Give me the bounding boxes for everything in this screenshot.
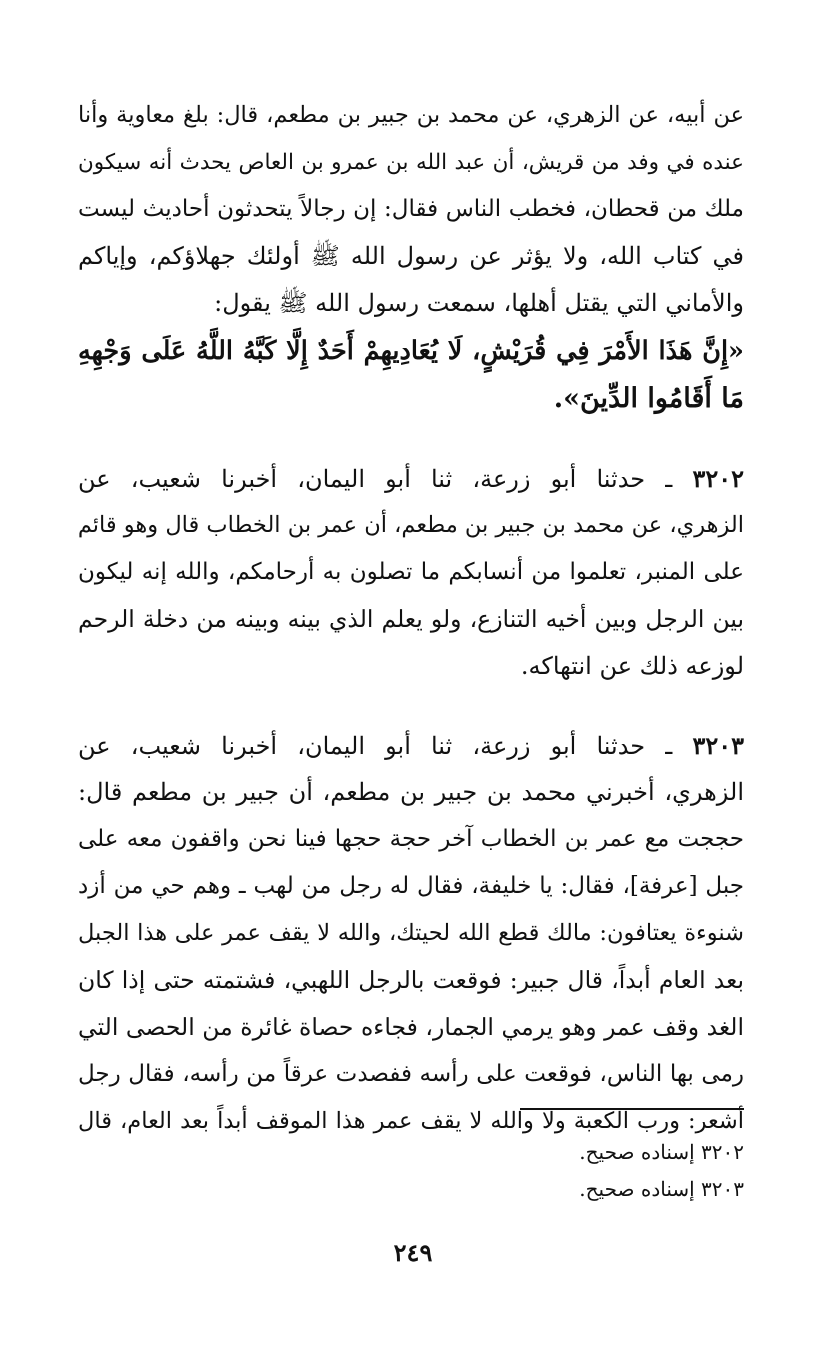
footnote: ٣٢٠٢ إسناده صحيح. <box>579 1140 744 1164</box>
hadith-first-line <box>78 722 744 769</box>
hadith-first-text: ـ حدثنا أبو زرعة، ثنا أبو اليمان، أخبرنا شعيب، عن <box>78 465 673 493</box>
hadith-quote-line: «إِنَّ هَذَا الأَمْرَ فِي قُرَيْشٍ، لَا يُعَادِيهِمْ أَحَدٌ إِلَّا كَبَّهُ اللَّهُ عَلَى وَجْهِهِ <box>78 336 744 366</box>
hadith-first-text: ـ حدثنا أبو زرعة، ثنا أبو اليمان، أخبرنا شعيب، عن <box>78 732 673 760</box>
footnotes <box>78 1134 744 1208</box>
page-number: ٢٤٩ <box>393 1238 433 1267</box>
hadith-3202 <box>78 455 744 690</box>
text-line: والأماني التي يقتل أهلها، سمعت رسول الله ﷺ يقول: <box>214 289 744 317</box>
hadith-number: ٣٢٠٢ <box>692 464 744 493</box>
text-line: ملك من قحطان، فخطب الناس فقال: إن رجالاً يتحدثون أحاديث ليست <box>78 196 744 222</box>
hadith-number: ٣٢٠٣ <box>692 731 744 760</box>
text-line: الزهري، أخبرني محمد بن جبير بن مطعم، أن جبير بن مطعم قال: <box>78 778 744 806</box>
text-line: بعد العام أبداً، قال جبير: فوقعت بالرجل اللهبي، فشتمته حتى إذا كان <box>78 966 744 994</box>
text-line: رمى بها الناس، فوقعت على رأسه ففصدت عرقاً من رأسه، فقال رجل <box>78 1061 744 1087</box>
text-line: الغد وقف عمر وهو يرمي الجمار، فجاءه حصاة غائرة من الحصى التي <box>78 1013 744 1041</box>
main-text <box>78 92 744 1145</box>
paragraph-continuation <box>78 92 744 327</box>
text-line: بين الرجل وبين أخيه التنازع، ولو يعلم الذي بينه وبينه من دخلة الرحم <box>78 605 744 633</box>
footnote: ٣٢٠٣ إسناده صحيح. <box>579 1177 744 1201</box>
text-line: عن أبيه، عن الزهري، عن محمد بن جبير بن مطعم، قال: بلغ معاوية وأنا <box>78 102 744 128</box>
text-line: عنده في وفد من قريش، أن عبد الله بن عمرو بن العاص يحدث أنه سيكون <box>78 150 744 175</box>
text-line: حججت مع عمر بن الخطاب آخر حجة حجها فينا نحن واقفون معه على <box>78 826 744 852</box>
paragraph-gap <box>78 690 744 722</box>
text-line: على المنبر، تعلموا من أنسابكم ما تصلون به أرحامكم، والله إنه ليكون <box>78 559 744 585</box>
text-line: في كتاب الله، ولا يؤثر عن رسول الله ﷺ أولئك جهلاؤكم، وإياكم <box>78 242 744 270</box>
text-line: شنوءة يعتافون: مالك قطع الله لحيتك، والله لا يقف عمر على هذا الجبل <box>78 920 744 946</box>
text-line: أشعر: ورب الكعبة ولا والله لا يقف عمر هذا الموقف أبداً بعد العام، قال <box>78 1108 744 1134</box>
text-line: جبل [عرفة]، فقال: يا خليفة، فقال له رجل من لهب ـ وهم حي من أزد <box>78 873 744 899</box>
hadith-quote <box>78 327 744 423</box>
hadith-3203 <box>78 722 744 1145</box>
hadith-quote-line: مَا أَقَامُوا الدِّينَ». <box>553 383 744 414</box>
paragraph-gap <box>78 423 744 455</box>
hadith-first-line <box>78 455 744 502</box>
text-line: لوزعه ذلك عن انتهاكه. <box>520 652 744 680</box>
footnote-divider <box>520 1108 744 1110</box>
text-line: الزهري، عن محمد بن جبير بن مطعم، أن عمر بن الخطاب قال وهو قائم <box>78 512 744 538</box>
